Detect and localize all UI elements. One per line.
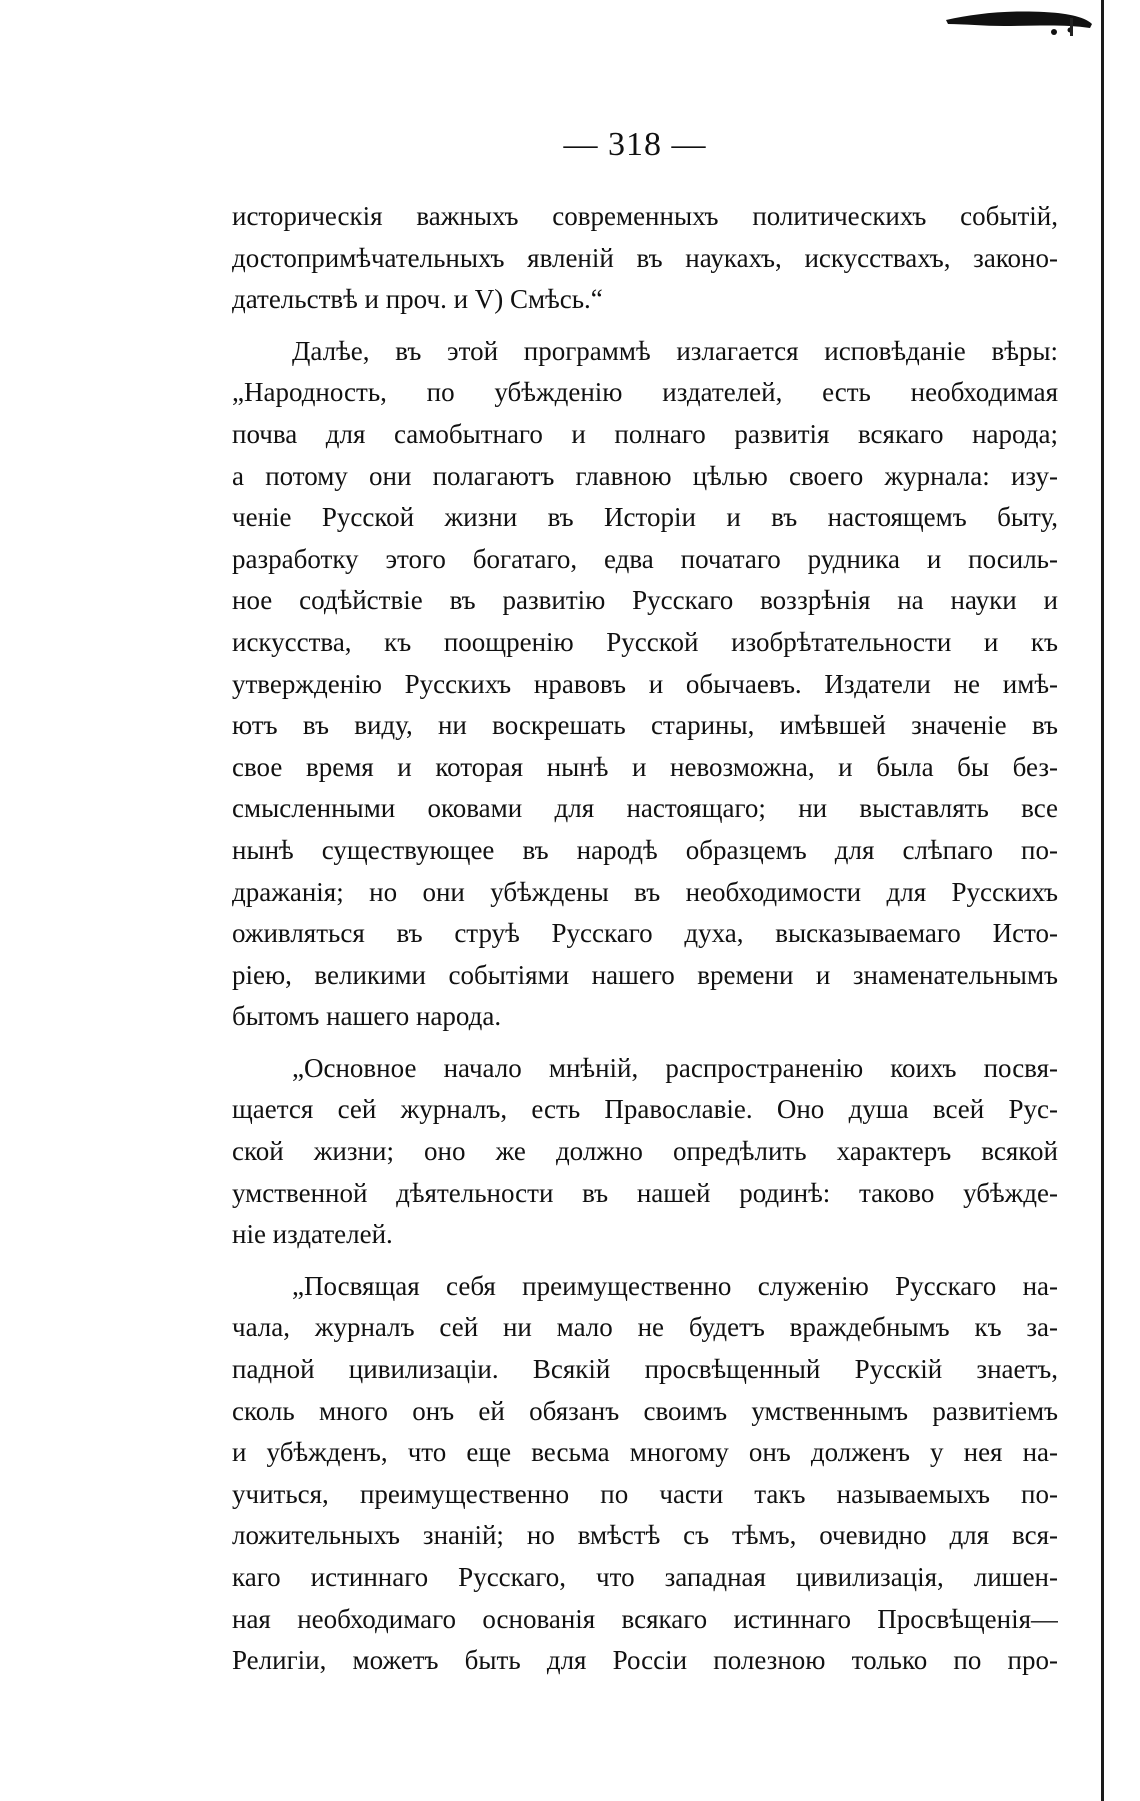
paragraph xyxy=(232,1048,1058,1256)
text-line: „Основное начало мнѣній, распространенію коихъ посвя- xyxy=(292,1052,1058,1083)
scan-smudge-mark xyxy=(944,4,1094,38)
text-line: а потому они полагаютъ главною цѣлью своего журнала: изу- xyxy=(232,460,1058,491)
page-edge xyxy=(1101,0,1104,1801)
text-line: падной цивилизаціи. Всякій просвѣщенный Русскій знаетъ, xyxy=(232,1354,1058,1385)
text-line: „Посвящая себя преимущественно служенію Русскаго на- xyxy=(292,1270,1058,1301)
text-line: чала, журналъ сей ни мало не будетъ враждебнымъ къ за- xyxy=(232,1312,1058,1343)
page-number: — 318 — xyxy=(563,126,707,163)
text-line: „Народность, по убѣжденію издателей, есть необходимая xyxy=(232,377,1058,408)
text-line: Далѣе, въ этой программѣ излагается исповѣданіе вѣры: xyxy=(292,335,1058,366)
text-line: ніе издателей. xyxy=(232,1219,393,1250)
text-line: свое время и которая нынѣ и невозможна, и была бы без- xyxy=(232,751,1058,782)
text-line: ріею, великими событіями нашего времени и знаменательнымъ xyxy=(232,959,1058,990)
text-line: ное содѣйствіе въ развитію Русскаго воззрѣнія на науки и xyxy=(232,585,1058,616)
text-line: ная необходимаго основанія всякаго истиннаго Просвѣщенія— xyxy=(232,1603,1058,1634)
text-line: историческія важныхъ современныхъ политическихъ событій, xyxy=(232,201,1058,231)
text-line: учиться, преимущественно по части такъ называемыхъ по- xyxy=(232,1478,1058,1509)
text-line: разработку этого богатаго, едва початаго рудника и посиль- xyxy=(232,543,1058,574)
text-line: ской жизни; оно же должно опредѣлить характеръ всякой xyxy=(232,1136,1058,1167)
text-line: оживляться въ струѣ Русскаго духа, высказываемаго Исто- xyxy=(232,918,1058,949)
text-line: каго истиннаго Русскаго, что западная цивилизація, лишен- xyxy=(232,1562,1058,1592)
text-line: утвержденію Русскихъ нравовъ и обычаевъ. Издатели не имѣ- xyxy=(232,668,1058,699)
paragraph xyxy=(232,1266,1058,1682)
text-line: Религіи, можетъ быть для Россіи полезною только по про- xyxy=(232,1645,1058,1676)
text-line: достопримѣчательныхъ явленій въ наукахъ, искусствахъ, законо- xyxy=(232,242,1058,273)
text-line: дражанія; но они убѣждены въ необходимости для Русскихъ xyxy=(232,876,1058,907)
text-line: бытомъ нашего народа. xyxy=(232,1001,502,1032)
paragraph xyxy=(232,196,1058,321)
text-line: и убѣжденъ, что еще весьма многому онъ долженъ у нея на- xyxy=(232,1437,1058,1468)
text-line: искусства, къ поощренію Русской изобрѣтательности и къ xyxy=(232,626,1058,657)
text-line: ютъ въ виду, ни воскрешать старины, имѣвшей значеніе въ xyxy=(232,710,1058,741)
text-line: ченіе Русской жизни въ Исторіи и въ настоящемъ быту, xyxy=(232,502,1058,533)
text-line: нынѣ существующее въ народѣ образцемъ для слѣпаго по- xyxy=(232,834,1058,865)
text-body xyxy=(232,196,1058,1692)
text-line: смысленными оковами для настоящаго; ни выставлять все xyxy=(232,793,1058,824)
text-line: дательствѣ и проч. и V) Смѣсь.“ xyxy=(232,284,603,315)
text-line: сколь много онъ ей обязанъ своимъ умственнымъ развитіемъ xyxy=(232,1395,1058,1426)
text-line: щается сей журналъ, есть Православіе. Оно душа всей Рус- xyxy=(232,1094,1058,1125)
text-line: ложительныхъ знаній; но вмѣстѣ съ тѣмъ, очевидно для вся- xyxy=(232,1520,1058,1551)
text-line: умственной дѣятельности въ нашей родинѣ: таково убѣжде- xyxy=(232,1177,1058,1208)
text-line: почва для самобытнаго и полнаго развитія всякаго народа; xyxy=(232,418,1058,449)
paragraph xyxy=(232,331,1058,1038)
